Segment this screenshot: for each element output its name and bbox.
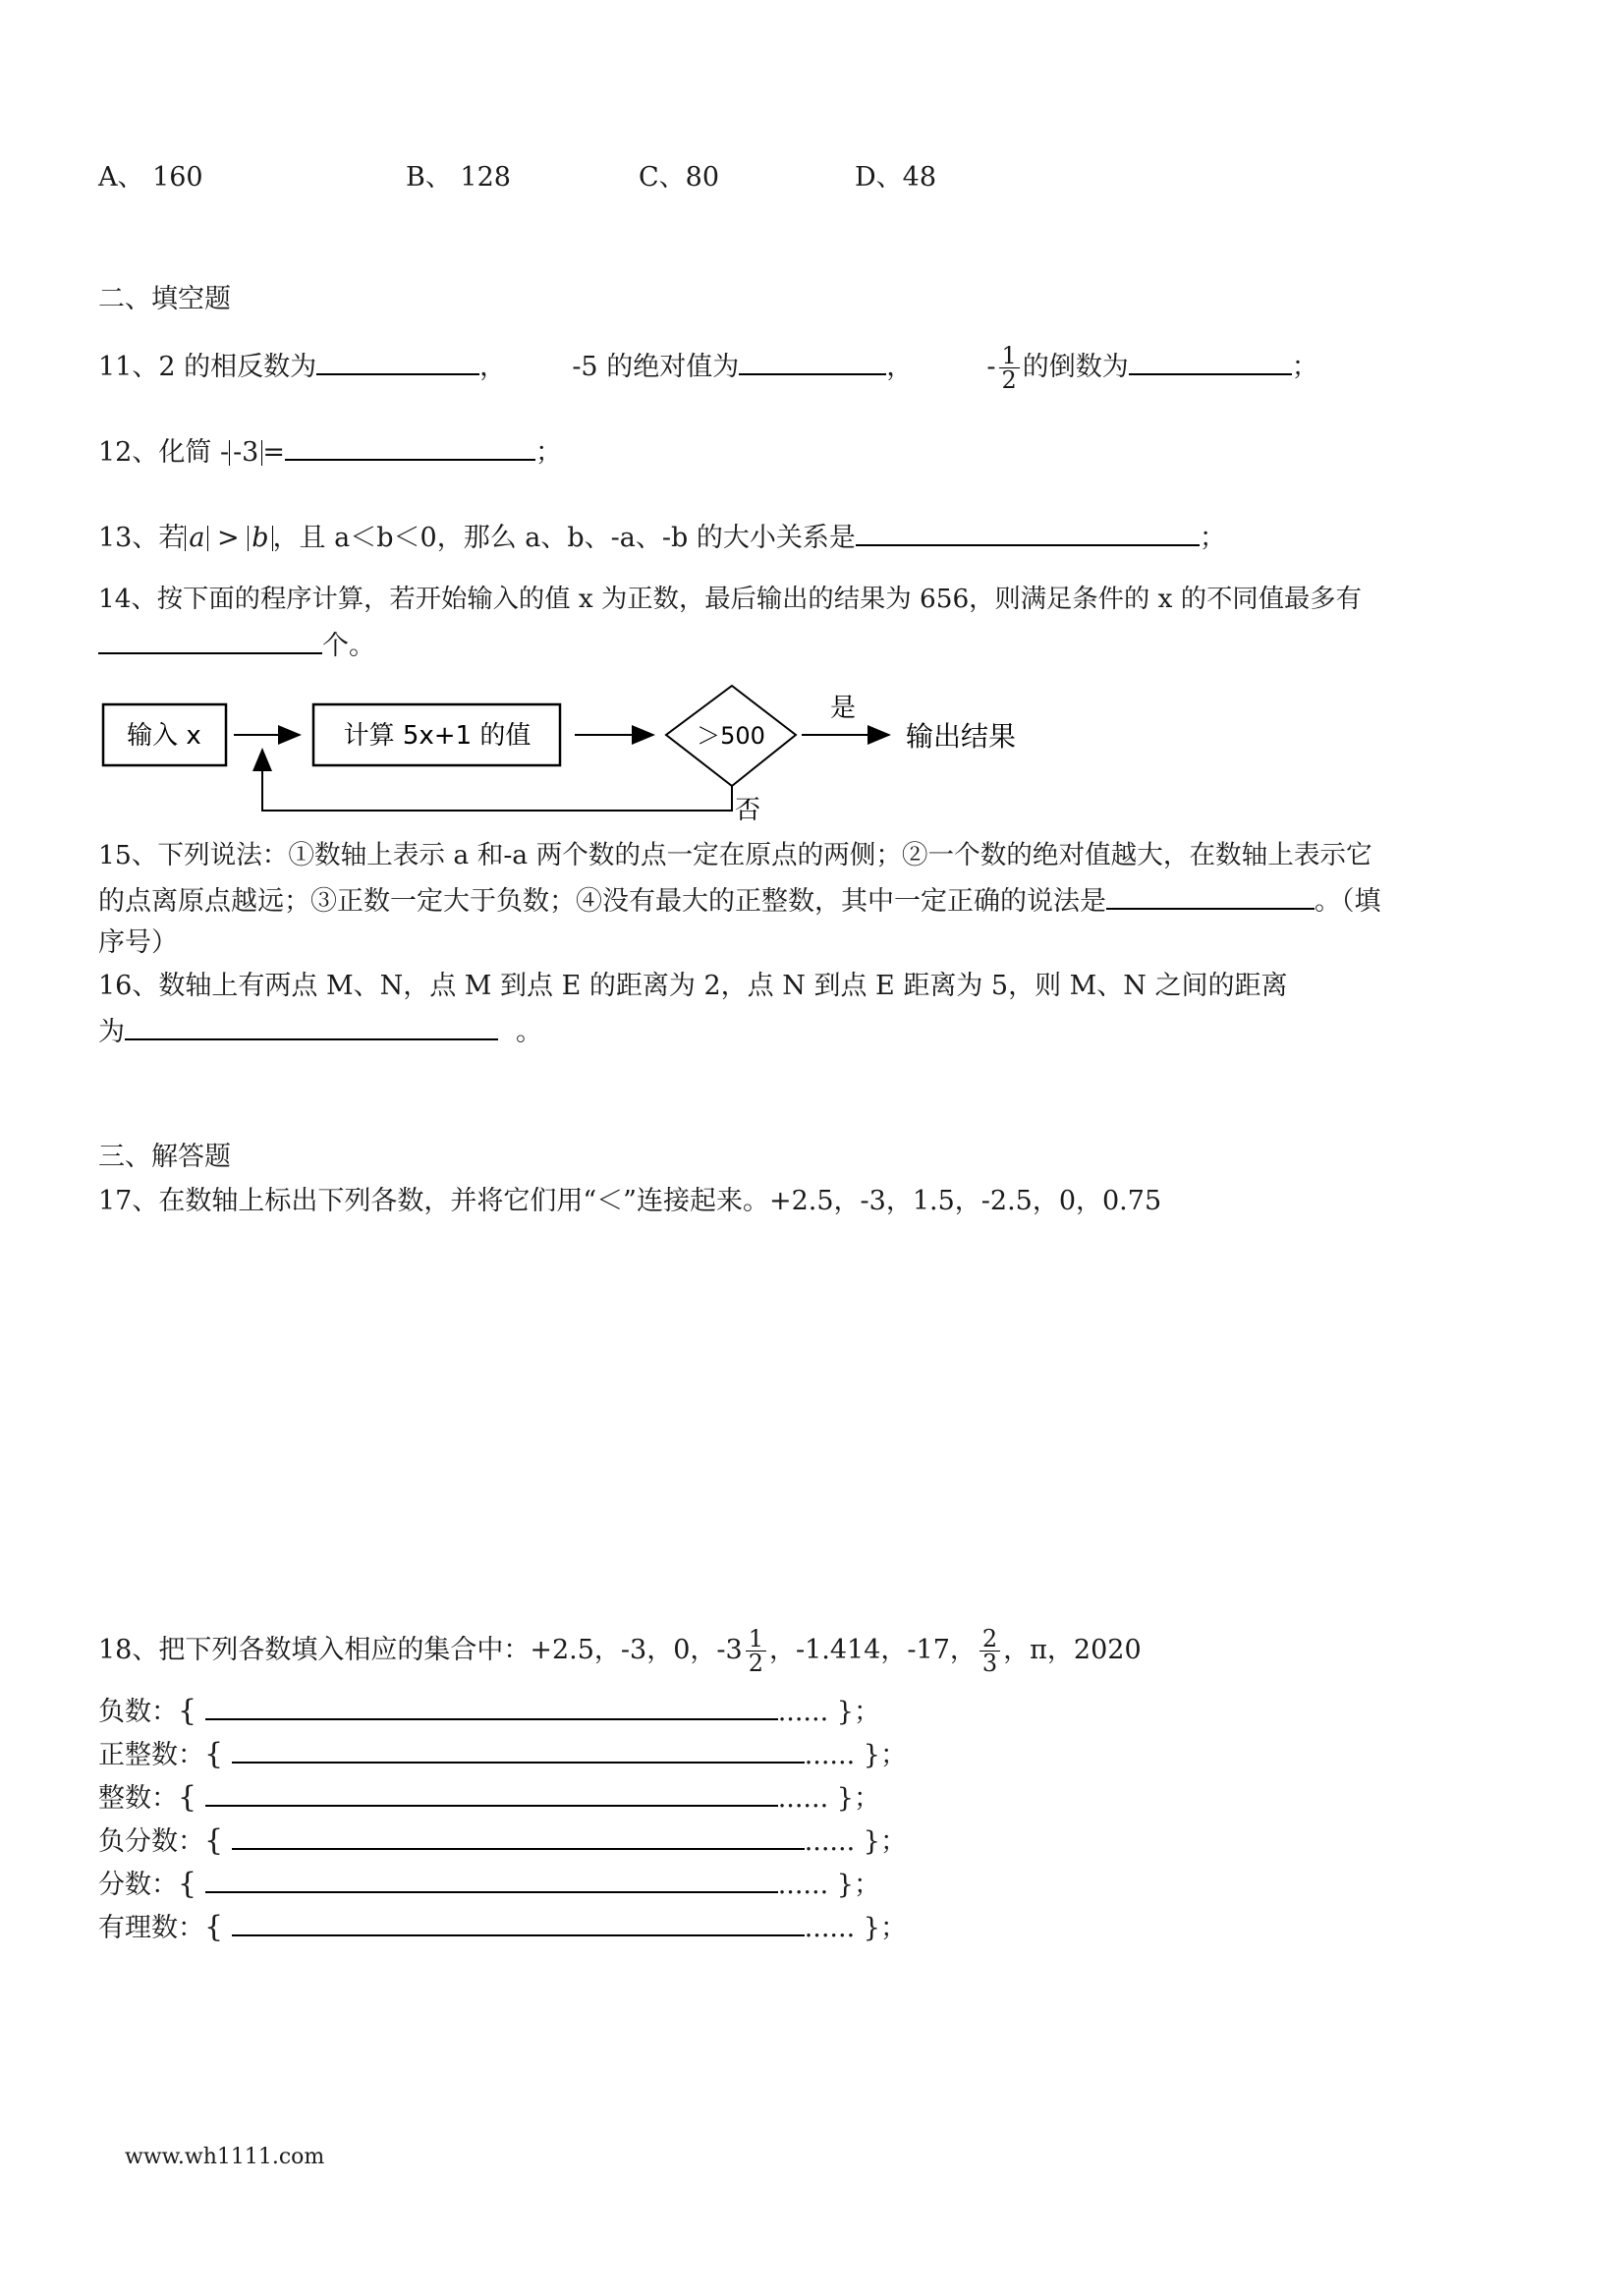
q11-sep1: ，	[479, 352, 507, 382]
question-14-line2	[98, 627, 375, 664]
q13-abs-b: b	[248, 526, 272, 551]
set-row-negative-fraction: 负分数：{ ...... }；	[98, 1823, 907, 1858]
set-row-negative: 负数：{ ...... }；	[98, 1694, 880, 1728]
question-13	[98, 519, 1226, 556]
flow-output-label: 输出结果	[906, 720, 1017, 753]
q16-blank[interactable]	[125, 1013, 498, 1040]
set-blank-rational[interactable]	[232, 1913, 805, 1936]
q12-text: 12、化简 -	[98, 437, 230, 468]
q11-blank-3[interactable]	[1129, 348, 1292, 375]
question-12	[98, 433, 562, 471]
set-row-integer: 整数：{ ...... }；	[98, 1780, 880, 1815]
q12-eq: =	[262, 437, 285, 468]
question-16-line1: 16、数轴上有两点 M、N，点 M 到点 E 的距离为 2，点 N 到点 E 距离为 5，则 M、N 之间的距离	[98, 971, 1288, 1001]
option-d: D、48	[855, 162, 937, 193]
question-11	[98, 344, 1318, 392]
q13-gt: >	[208, 523, 249, 553]
q11-part3: 的倒数为	[1022, 352, 1129, 382]
q18-pi: ，π，2020	[1003, 1635, 1142, 1665]
q15-blank[interactable]	[1106, 882, 1315, 910]
question-16-line2	[98, 1013, 542, 1050]
flowchart-diagram	[98, 683, 1061, 830]
question-14-line1: 14、按下面的程序计算，若开始输入的值 x 为正数，最后输出的结果为 656，则满足条件的 x 的不同值最多有	[98, 585, 1362, 614]
question-15-line1: 15、下列说法：①数轴上表示 a 和-a 两个数的点一定在原点的两侧；②一个数的绝对值越大，在数轴上表示它	[98, 840, 1372, 870]
q18-fraction: $\frac{2}{3}$	[979, 1627, 1000, 1675]
q12-end: ；	[535, 437, 562, 468]
flow-input-label: 输入 x	[127, 721, 201, 751]
set-row-rational: 有理数：{ ...... }；	[98, 1910, 907, 1944]
q16-line2b: 。	[516, 1017, 542, 1047]
option-c: C、80	[639, 162, 720, 193]
flow-no-label: 否	[735, 796, 761, 825]
q18-prefix: 18、把下列各数填入相应的集合中：+2.5，-3，0，-3	[98, 1635, 743, 1665]
q12-abs: -3	[229, 440, 262, 466]
set-blank-fraction[interactable]	[205, 1870, 778, 1893]
q11-blank-1[interactable]	[316, 348, 479, 375]
q11-end: ；	[1291, 352, 1318, 382]
option-b: B、 128	[406, 162, 511, 193]
set-blank-positive-integer[interactable]	[232, 1740, 805, 1764]
q15-line2b: 。（填	[1315, 886, 1381, 917]
q13-abs-a: a	[185, 526, 208, 551]
q11-sep2: ，	[886, 352, 914, 382]
set-row-positive-integer: 正整数：{ ...... }；	[98, 1737, 907, 1771]
q11-blank-2[interactable]	[739, 348, 886, 375]
set-blank-negative[interactable]	[205, 1697, 778, 1720]
section-title-answers: 三、解答题	[98, 1142, 231, 1172]
question-17: 17、在数轴上标出下列各数，并将它们用“＜”连接起来。+2.5，-3，1.5，-2.5，0，0.75	[98, 1186, 1162, 1216]
q15-line2a: 的点离原点越远；③正数一定大于负数；④没有最大的正整数，其中一定正确的说法是	[98, 886, 1106, 917]
q16-line2a: 为	[98, 1017, 125, 1047]
q18-mixed-fraction: $\frac{1}{2}$	[746, 1627, 766, 1675]
q12-blank[interactable]	[285, 433, 535, 461]
flow-yes-label: 是	[829, 694, 857, 723]
question-15-line2	[98, 882, 1381, 920]
section-title-fill-blank: 二、填空题	[98, 284, 231, 314]
q13-end: ；	[1199, 523, 1226, 553]
q13-blank[interactable]	[856, 519, 1200, 546]
flow-compute-label: 计算 5x+1 的值	[343, 721, 532, 751]
q13-text: ，且 a＜b＜0，那么 a、b、-a、-b 的大小关系是	[272, 523, 856, 553]
q11-part1: 11、2 的相反数为	[98, 352, 317, 382]
option-a: A、 160	[98, 162, 203, 193]
question-18	[98, 1621, 1142, 1680]
set-blank-integer[interactable]	[205, 1783, 778, 1807]
q18-mid: ，-1.414，-17，	[768, 1635, 977, 1665]
q13-prefix: 13、若	[98, 523, 186, 553]
footer-website: www.wh1111.com	[125, 2145, 325, 2169]
set-row-fraction: 分数：{ ...... }；	[98, 1867, 880, 1901]
set-blank-negative-fraction[interactable]	[232, 1826, 805, 1850]
q11-part2: -5 的绝对值为	[572, 352, 740, 382]
flow-decision-label: ＞500	[697, 722, 765, 750]
q11-neg: -	[986, 352, 996, 382]
q14-blank[interactable]	[98, 627, 322, 654]
q14-end: 个。	[322, 631, 375, 661]
question-15-line3: 序号）	[98, 927, 178, 958]
q11-fraction: $\frac{1}{2}$	[999, 344, 1020, 392]
